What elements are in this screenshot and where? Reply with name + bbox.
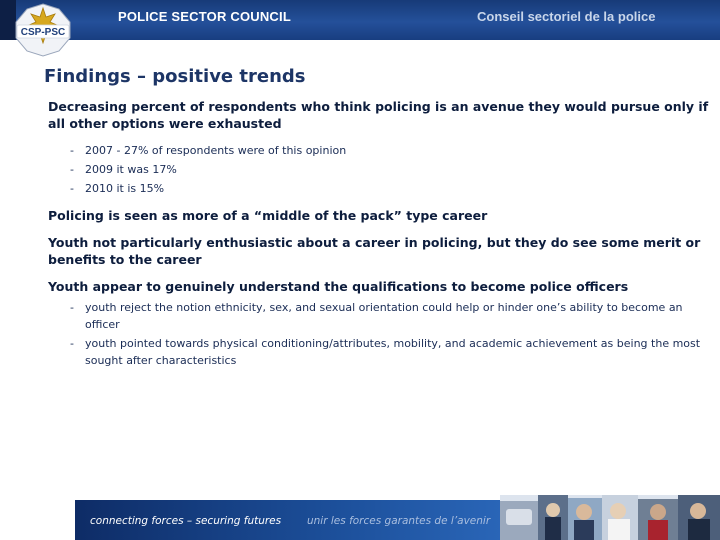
- bullet-item: Policing is seen as more of a “middle of the pack” type career: [48, 208, 488, 223]
- bullet-item: Decreasing percent of respondents who think policing is an avenue they would pursue only if all other options were exhausted: [48, 99, 709, 131]
- header-title-fr: Conseil sectoriel de la police: [477, 9, 656, 24]
- sub-bullet-text: 2007 - 27% of respondents were of this opinion: [85, 144, 347, 157]
- dash-icon: -: [70, 182, 74, 195]
- police-photos-collage-icon: [500, 495, 720, 540]
- footer: [0, 495, 720, 540]
- footer-tagline-en: connecting forces – securing futures: [90, 515, 282, 527]
- dash-icon: -: [70, 163, 74, 176]
- bullet-list: [48, 98, 712, 379]
- sub-bullet-list: [48, 299, 712, 369]
- page-title: Findings – positive trends: [44, 66, 306, 87]
- header-bar: [0, 0, 720, 40]
- logo-text: CSP-PSC: [20, 27, 66, 38]
- bullet-item: Youth not particularly enthusiastic about a career in policing, but they do see some merit or benefits to the career: [48, 235, 701, 267]
- sub-bullet-list: [48, 142, 712, 197]
- dash-icon: -: [70, 301, 74, 314]
- dash-icon: -: [70, 144, 74, 157]
- sub-bullet-text: youth reject the notion ethnicity, sex, and sexual orientation could help or hinder one’s ability to become an officer: [85, 301, 683, 331]
- dash-icon: -: [70, 337, 74, 350]
- sub-bullet-item: [48, 335, 712, 369]
- slide-content: [0, 40, 720, 495]
- sub-bullet-item: [48, 180, 712, 197]
- bullet-item: Youth appear to genuinely understand the qualifications to become police officers: [48, 279, 629, 294]
- sub-bullet-text: 2010 it is 15%: [85, 182, 165, 195]
- footer-tagline-fr: unir les forces garantes de l’avenir: [307, 515, 491, 527]
- sub-bullet-item: [48, 142, 712, 159]
- sub-bullet-item: [48, 161, 712, 178]
- header-title-en: POLICE SECTOR COUNCIL: [118, 9, 291, 24]
- sub-bullet-text: 2009 it was 17%: [85, 163, 177, 176]
- sub-bullet-item: [48, 299, 712, 333]
- sub-bullet-text: youth pointed towards physical conditioning/attributes, mobility, and academic achievement as being the most sought after characteristics: [85, 337, 701, 367]
